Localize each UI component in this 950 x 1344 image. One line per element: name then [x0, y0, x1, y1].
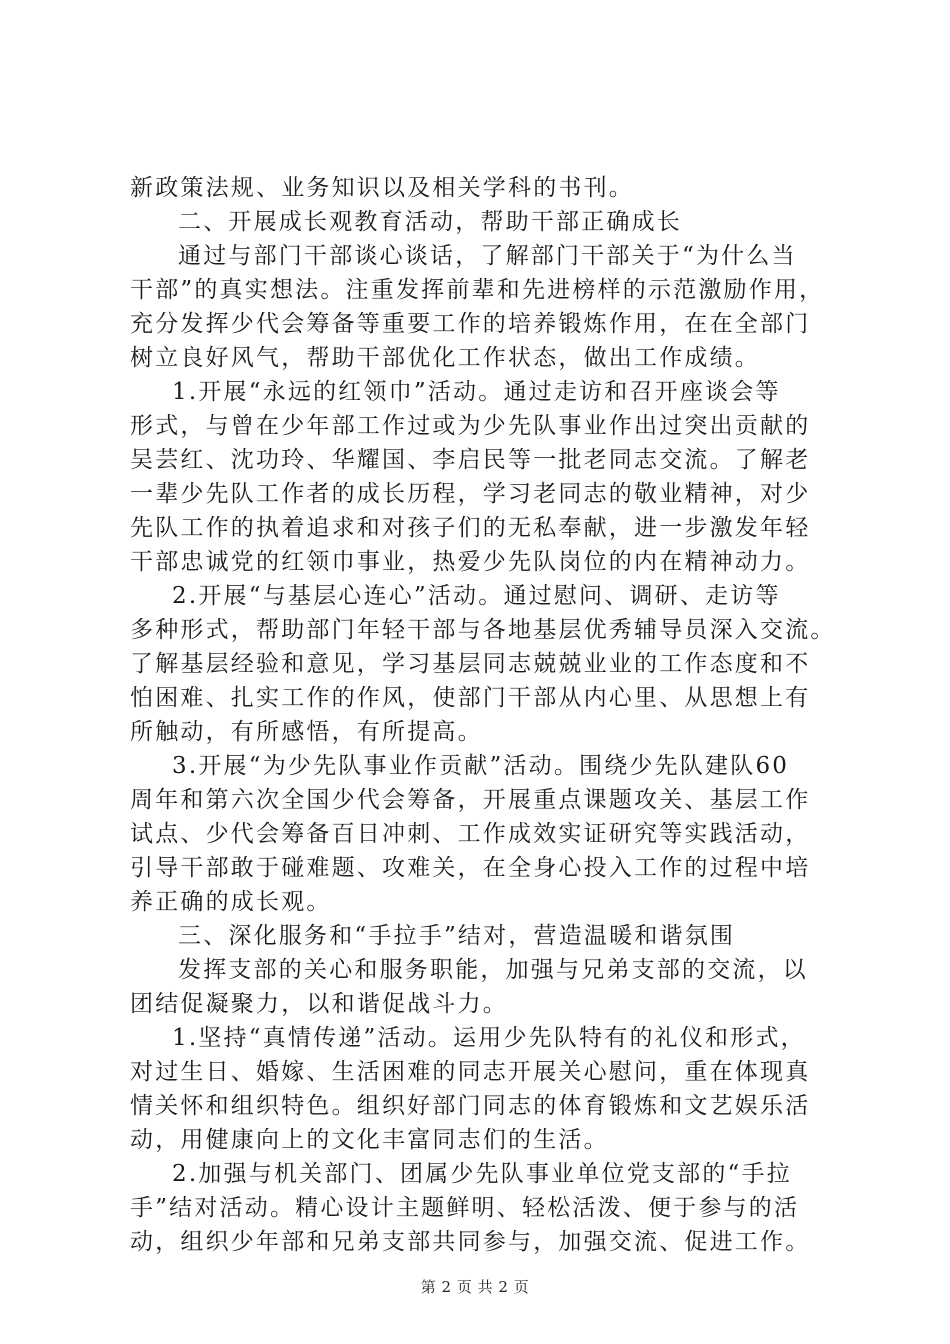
text-line: 养正确的成长观。 [130, 889, 332, 915]
text-line: 了解基层经验和意见，学习基层同志兢兢业业的工作态度和不 [130, 651, 811, 677]
text-line: 充分发挥少代会筹备等重要工作的培养锻炼作用，在在全部门 [130, 311, 811, 337]
text-line: 干部忠诚党的红领巾事业，热爱少先队岗位的内在精神动力。 [130, 549, 811, 575]
section-heading: 三、深化服务和“手拉手”结对，营造温暖和谐氛围 [178, 923, 736, 949]
list-item-heading: 2.加强与机关部门、团属少先队事业单位党支部的“手拉 [172, 1161, 792, 1187]
text-line: 新政策法规、业务知识以及相关学科的书刊。 [130, 175, 634, 201]
text-line: 对过生日、婚嫁、生活困难的同志开展关心慰问，重在体现真 [130, 1059, 811, 1085]
text-line: 先队工作的执着追求和对孩子们的无私奉献，进一步激发年轻 [130, 515, 811, 541]
list-item-heading: 1.开展“永远的红领巾”活动。通过走访和召开座谈会等 [172, 379, 781, 405]
text-line: 周年和第六次全国少代会筹备，开展重点课题攻关、基层工作 [130, 787, 811, 813]
text-line: 团结促凝聚力，以和谐促战斗力。 [130, 991, 508, 1017]
text-line: 通过与部门干部谈心谈话，了解部门干部关于“为什么当 [178, 243, 797, 269]
text-line: 吴芸红、沈功玲、华耀国、李启民等一批老同志交流。了解老 [130, 447, 811, 473]
text-line: 多种形式，帮助部门年轻干部与各地基层优秀辅导员深入交流。 [130, 617, 836, 643]
page-number-footer: 第 2 页 共 2 页 [420, 1278, 530, 1296]
text-line: 手”结对活动。精心设计主题鲜明、轻松活泼、便于参与的活 [130, 1195, 800, 1221]
text-line: 形式，与曾在少年部工作过或为少先队事业作出过突出贡献的 [130, 413, 811, 439]
text-line: 动，组织少年部和兄弟支部共同参与，加强交流、促进工作。 [130, 1229, 811, 1255]
list-item-heading: 3.开展“为少先队事业作贡献”活动。围绕少先队建队60 [172, 753, 790, 779]
text-line: 引导干部敢于碰难题、攻难关，在全身心投入工作的过程中培 [130, 855, 811, 881]
list-item-heading: 1.坚持“真情传递”活动。运用少先队特有的礼仪和形式， [172, 1025, 806, 1051]
text-line: 一辈少先队工作者的成长历程，学习老同志的敬业精神，对少 [130, 481, 811, 507]
text-line: 所触动，有所感悟，有所提高。 [130, 719, 483, 745]
text-line: 情关怀和组织特色。组织好部门同志的体育锻炼和文艺娱乐活 [130, 1093, 811, 1119]
text-line: 树立良好风气，帮助干部优化工作状态，做出工作成绩。 [130, 345, 760, 371]
list-item-heading: 2.开展“与基层心连心”活动。通过慰问、调研、走访等 [172, 583, 781, 609]
text-line: 动，用健康向上的文化丰富同志们的生活。 [130, 1127, 609, 1153]
section-heading: 二、开展成长观教育活动，帮助干部正确成长 [178, 209, 682, 235]
document-body [130, 171, 836, 1259]
text-line: 干部”的真实想法。注重发挥前辈和先进榜样的示范激励作用， [130, 277, 825, 303]
text-line: 发挥支部的关心和服务职能，加强与兄弟支部的交流，以 [178, 957, 808, 983]
text-line: 怕困难、扎实工作的作风，使部门干部从内心里、从思想上有 [130, 685, 811, 711]
text-line: 试点、少代会筹备百日冲刺、工作成效实证研究等实践活动， [130, 821, 811, 847]
